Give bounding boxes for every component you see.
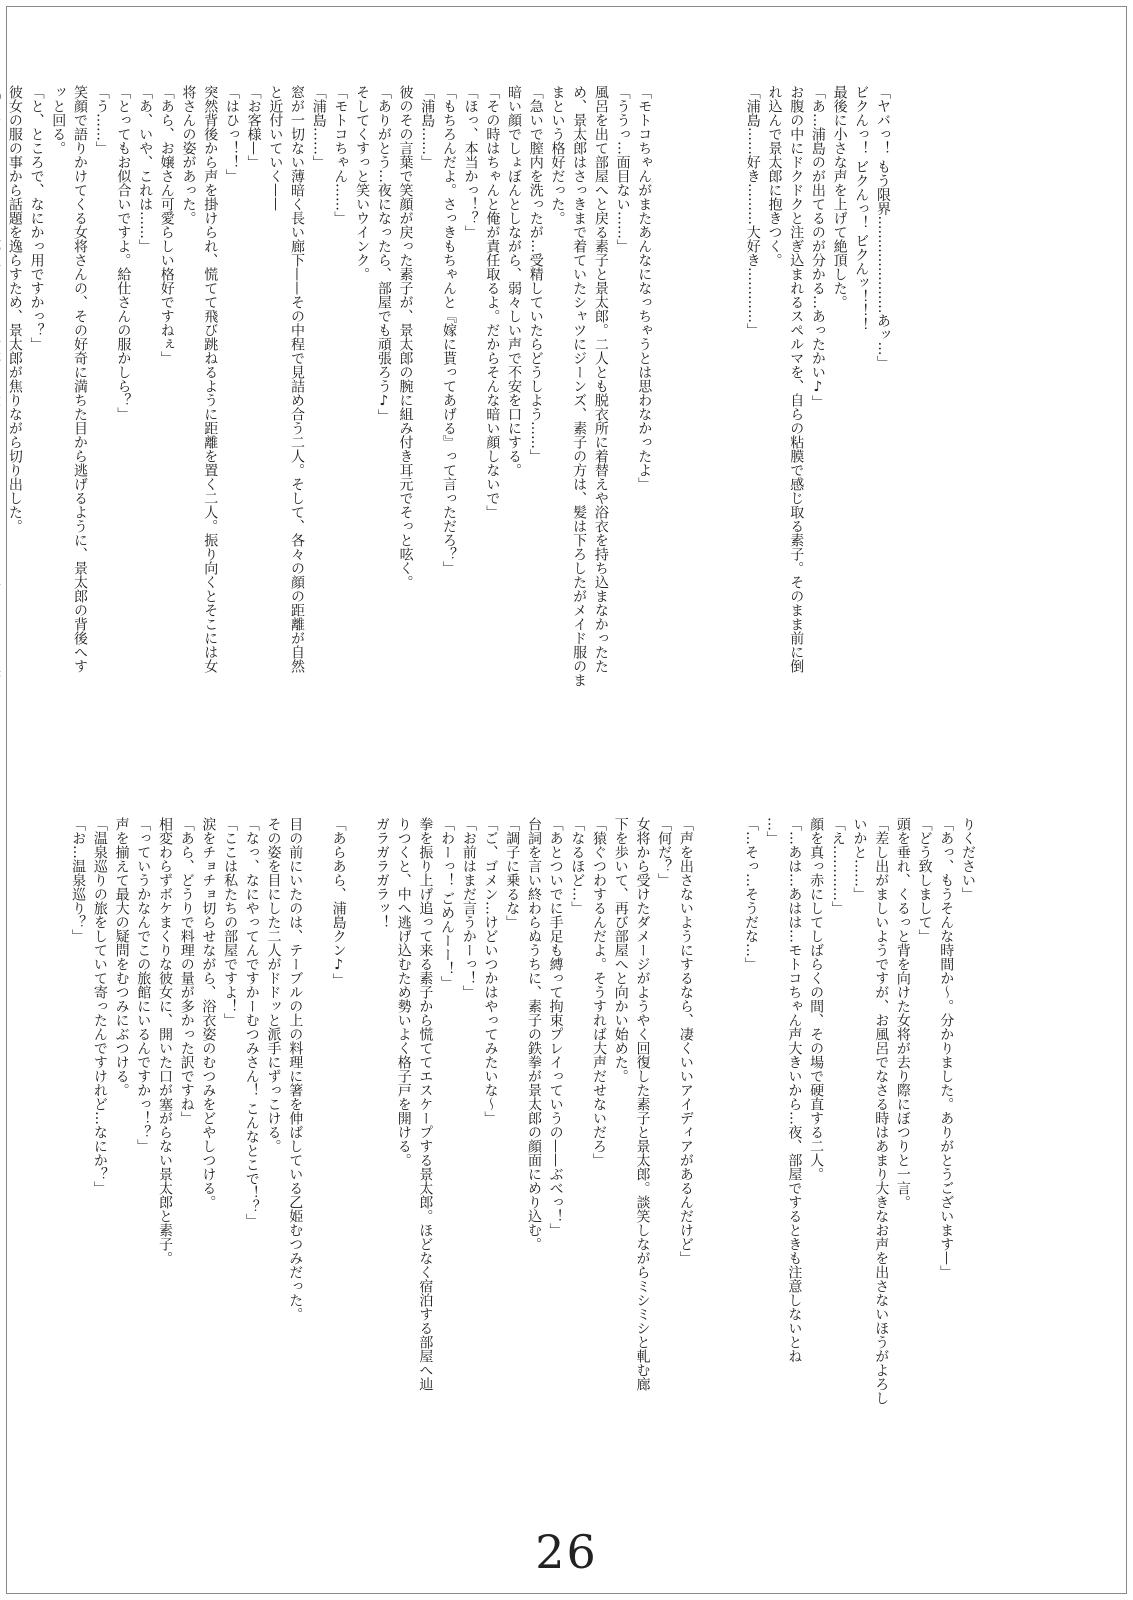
text-line: 目の前にいたのは、テーブルの上の料理に箸を伸ばしている乙姫むつみだった。: [287, 817, 304, 1321]
text-line: 「浦島……好き………大好き…………」: [744, 85, 761, 337]
text-line: 「猿ぐつわするんだよ。そうすれば大声だせないだろ」: [591, 817, 608, 1167]
text-line: その姿を目にした二人がドドッと派手にずっこける。: [265, 817, 282, 1153]
text-line: お腹の中にドクドクと注ぎ込まれるスペルマを、自らの粘膜で感じ取る素子。そのまま前に倒: [788, 85, 805, 673]
text-line: 「あらあら、浦島クン♪」: [330, 817, 347, 987]
text-line: 「あとついでに手足も縛って拘束プレイっていうの——ぶべっ！」: [547, 817, 564, 1237]
text-line: [654, 85, 676, 775]
text-line: いかと……」: [851, 817, 868, 901]
text-line: ッと回る。: [50, 85, 67, 155]
text-line: 「なっ、なにやってんですかーむつみさん！ こんなとこで！？」: [243, 817, 260, 1228]
text-line: 「ううっ…面目ない……」: [614, 85, 631, 253]
text-line: 「モトコちゃん……」: [332, 85, 349, 225]
text-line: 「あら、どうりで料理の量が多かった訳ですね」: [178, 817, 195, 1125]
text-line: 最後に小さな声を上げて絶頂した。: [831, 85, 848, 309]
text-line: [696, 817, 718, 1477]
text-line: め、景太郎はさっきまで着ていたシャツにジーンズ、素子の方は、髪は下ろしたがメイド服のま: [571, 85, 588, 687]
text-line: 「浦島……」: [419, 85, 436, 169]
text-line: 「その時はちゃんと俺が責任取るよ。だからそんな暗い顔しないで」: [484, 85, 501, 519]
text-line: 「…そっ…そうだな…」: [742, 817, 759, 971]
text-line: ガラガラガラッ！: [374, 817, 391, 929]
text-line: 「…あは…あはは…モトコちゃん声大きいから…夜、部屋でするときも注意しないとね: [786, 817, 803, 1363]
text-line: [349, 817, 371, 1477]
text-line: 突然背後から声を掛けられ、慌てて飛び跳ねるように距離を置く二人。振り向くとそこには女: [202, 85, 219, 673]
text-line: 暗い顔でしょぼんとしながら、弱々しい声で不安を口にする。: [506, 85, 523, 477]
text-line: 下を歩いて、再び部屋へと向かい始めた。: [612, 817, 629, 1083]
text-line: まという格好だった。: [549, 85, 566, 225]
text-line: 「あ、いや、これは……」: [137, 85, 154, 253]
text-line: れ込んで景太郎に抱きつく。: [766, 85, 783, 267]
text-line: 「差し出がましいようですが、お風呂でなさる時はあまり大きなお声を出さないほうがよろし: [873, 817, 890, 1405]
text-line: [305, 817, 327, 1477]
text-line: そしてくすっと笑いウインク。: [354, 85, 371, 281]
page-number: 26: [535, 1525, 598, 1579]
text-line: 「あっ、もうそんな時間か～。分かりました。ありがとうございます—」: [938, 817, 955, 1279]
text-line: 台詞を言い終わらぬうちに、素子の鉄拳が景太郎の顔面にめり込む。: [525, 817, 542, 1251]
text-line: 「お…温泉巡り？」: [70, 817, 87, 943]
text-line: 「調子に乗るな」: [504, 817, 521, 929]
text-line: 将さんの姿があった。: [180, 85, 197, 225]
text-line: 頭を垂れ、くるっと背を向けた女将が去り際にぼつりと一言。: [894, 817, 911, 1209]
text-line: 彼女の服の事から話題を逸らすため、景太郎が焦りながら切り出した。: [6, 85, 23, 533]
text-line: 「温泉巡りの旅をしていて寄ったんですけれど…なにか？」: [91, 817, 108, 1195]
text-line: 「う……」: [93, 85, 110, 155]
text-line: 彼のその言葉で笑顔が戻った素子が、景太郎の腕に組み付き耳元でそっと呟く。: [397, 85, 414, 589]
text-line: 「浦島……」: [310, 85, 327, 169]
text-line: [719, 85, 741, 775]
text-line: 「ご、ゴメン…けどいつかはやってみたいな～」: [482, 817, 499, 1125]
text-line: 「ヤバっ！ もう限界…………………あッ…」: [875, 85, 891, 370]
text-line: 「ありがとう…夜になったら、部屋でも頑張ろう♪」: [375, 85, 392, 423]
text-line: 「あら、お嬢さん可愛らしい格好ですねぇ」: [158, 85, 175, 365]
text-line: 「とってもお似合いですよ。給仕さんの服かしら？」: [115, 85, 132, 421]
text-line: 「ほっ、本当かっ！？」: [462, 85, 479, 239]
text-line: 「と、ところで、なにかっ用ですかっ？」: [28, 85, 45, 351]
text-line: 笑顔で語りかけてくる女将さんの、その好奇に満ちた目から逃げるように、景太郎の背後へす: [71, 85, 88, 673]
text-line: 「っていうかなんでこの旅館にいるんですかっ！？」: [135, 817, 152, 1153]
lower-text-block: [70, 817, 978, 1477]
upper-text-block: [6, 85, 893, 775]
text-line: りつくと、中へ逃げ込むため勢いよく格子戸を開ける。: [395, 817, 412, 1167]
text-line: [718, 817, 740, 1477]
text-line: 「声を出さないようにするなら、凄くいいアイディアがあるんだけど」: [677, 817, 694, 1265]
text-line: 「何だ？」: [656, 817, 673, 887]
text-line: と近付いていく——: [267, 85, 284, 211]
text-line: 相変わらずボケまくりな彼女に、開いた口が塞がらない景太郎と素子。: [156, 817, 173, 1265]
text-line: 「お客様—」: [245, 85, 262, 169]
text-line: 「モトコちゃんがまたあんなになっちゃうとは思わなかったよ」: [636, 85, 653, 491]
text-line: 窓が一切ない薄暗く長い廊下——その中程で見詰め合う二人。そして、各々の顔の距離が自然: [289, 85, 306, 673]
text-line: [0, 85, 3, 775]
text-line: 「はひっ！！」: [223, 85, 240, 183]
text-line: [698, 85, 720, 775]
text-line: りください」: [960, 817, 976, 901]
text-line: 顔を真っ赤にしてしばらくの間、その場で硬直する二人。: [808, 817, 825, 1181]
text-line: 「え…………」: [829, 817, 846, 915]
text-line: 「お前はまだ言うかーっ！」: [460, 817, 477, 999]
text-line: 拳を振り上げ追って来る素子から慌ててエスケープする景太郎。ほどなく宿泊する部屋へ辿: [417, 817, 434, 1391]
text-line: 涙をチョチョ切らせながら、浴衣姿のむつみをどやしつける。: [200, 817, 217, 1209]
text-line: 「もちろんだよ。さっきもちゃんと『嫁に貰ってあげる』って言っただろ？」: [440, 85, 457, 575]
text-line: 「あ…浦島のが出てるのが分かる…あったかい♪」: [809, 85, 826, 409]
text-line: 「なるほど…」: [569, 817, 586, 915]
text-line: 「どう致しまして」: [916, 817, 933, 943]
text-line: 声を揃えて最大の疑問をむつみにぶつける。: [113, 817, 130, 1097]
text-line: …」: [764, 817, 781, 845]
text-line: ビクんっ！ ビクんっ！ ビクんッ！！！: [853, 85, 870, 332]
text-line: 女将から受けたダメージがようやく回復した素子と景太郎。談笑しながらミシミシと軋む廊: [634, 817, 651, 1391]
text-line: [676, 85, 698, 775]
text-line: 「急いで膣内を洗ったが…受精していたらどうしよう……」: [527, 85, 544, 463]
text-line: 「ここは私たちの部屋ですよ！」: [222, 817, 239, 1027]
text-line: 風呂を出て部屋へと戻る素子と景太郎。二人とも脱衣所に着替えや浴衣を持ち込まなかったた: [592, 85, 609, 673]
text-line: 「わーっ！ ごめんーー！」: [439, 817, 456, 990]
